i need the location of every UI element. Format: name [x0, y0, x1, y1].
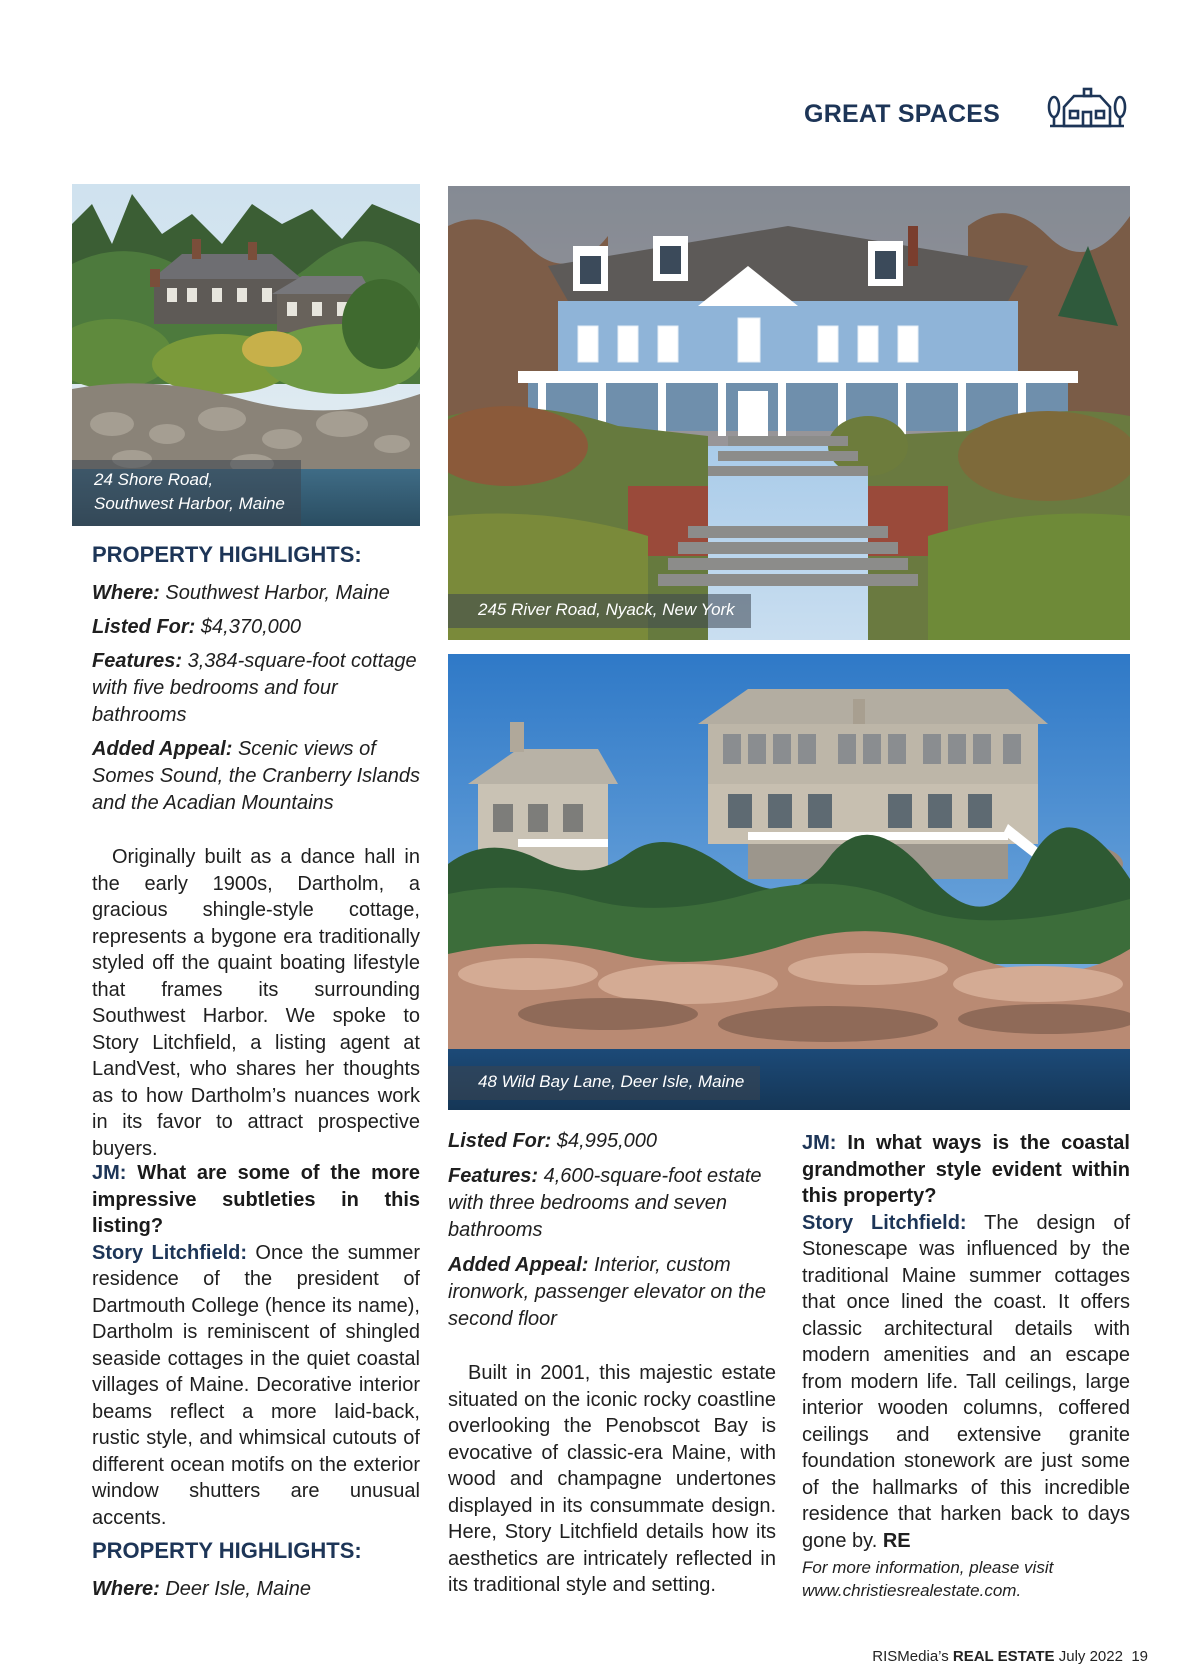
spec-value: $4,995,000: [556, 1130, 658, 1152]
house-with-trees-icon: [1046, 83, 1128, 129]
property-highlights-heading: PROPERTY HIGHLIGHTS:: [92, 542, 362, 567]
spec-where: [92, 1576, 420, 1603]
section-title: GREAT SPACES: [804, 99, 1000, 128]
spec-label: Where:: [92, 1578, 160, 1600]
spec-where: [92, 580, 424, 607]
more-info-note: For more information, please visit www.christiesrealestate.com.: [802, 1558, 1054, 1600]
photo-48-wild-bay-lane: [448, 654, 1130, 1110]
spec-value: Interior, custom ironwork, passenger elevator on the second floor: [448, 1254, 766, 1330]
property-highlights-heading: PROPERTY HIGHLIGHTS:: [92, 1538, 362, 1563]
spec-label: Added Appeal:: [448, 1254, 589, 1276]
spec-features: [92, 648, 424, 729]
spec-value: Scenic views of Somes Sound, the Cranberry Islands and the Acadian Mountains: [92, 738, 420, 814]
spec-value: $4,370,000: [200, 616, 302, 638]
spec-label: Added Appeal:: [92, 738, 233, 760]
answer-text: The design of Stonescape was influenced by the traditional Maine summer cottages that once lined the coast. It offers classic architectural details with modern amenities and an escape from modern life. Tall ceilings, large interior wooden columns, coffered ceilings and extensive granite foundation stonework are just some of the hallmarks of this incredible residence that harken back to days gone by.: [802, 1211, 1130, 1552]
spec-added-appeal: [92, 736, 424, 817]
dartholm-specs: [92, 580, 424, 817]
page-number: 19: [1131, 1648, 1148, 1665]
stonescape-specs: [448, 1128, 778, 1333]
magazine-name: REAL ESTATE: [952, 1648, 1055, 1665]
interviewer-label: JM:: [92, 1162, 127, 1184]
question-text: What are some of the more impressive subtleties in this listing?: [92, 1162, 421, 1237]
publication-name: RISMedia’s: [872, 1648, 949, 1665]
spec-label: Where:: [92, 582, 160, 604]
spec-label: Listed For:: [448, 1130, 552, 1152]
photo-caption: 48 Wild Bay Lane, Deer Isle, Maine: [448, 1066, 760, 1100]
stonescape-interview: [802, 1130, 1130, 1554]
end-mark: RE: [882, 1529, 911, 1552]
spec-value: Southwest Harbor, Maine: [165, 582, 390, 604]
interviewer-label: JM:: [802, 1132, 837, 1154]
issue-date: July 2022: [1058, 1648, 1123, 1665]
interview-answer: [92, 1240, 420, 1532]
dartholm-intro: Originally built as a dance hall in the early 1900s, Dartholm, a gracious shingle-style cottage, represents a bygone era traditionally styled off the quaint boating lifestyle that frames its surrounding Southwest Harbor. We spoke to Story Litchfield, a listing agent at LandVest, who shares her thoughts as to how Dartholm’s nuances work in its favor to attract prospective buyers.: [92, 846, 420, 1160]
respondent-label: Story Litchfield:: [802, 1211, 967, 1234]
page-footer: [872, 1648, 1148, 1665]
photo-caption: 245 River Road, Nyack, New York: [448, 594, 751, 628]
answer-text: Once the summer residence of the president of Dartmouth College (hence its name), Dartholm is reminiscent of shingled seaside cottages in the quiet coastal villages of Maine. Decorative interior beams reflect a more laid-back, rustic style, and whimsical cutouts of different ocean motifs on the exterior window shutters are unusual accents.: [92, 1241, 420, 1529]
spec-label: Features:: [448, 1165, 539, 1187]
interview-answer: [802, 1210, 1130, 1555]
photo-24-shore-road: [72, 184, 420, 526]
dartholm-interview: [92, 1160, 420, 1531]
spec-listed-for: [448, 1128, 778, 1155]
caption-line: 24 Shore Road,: [94, 470, 214, 489]
interview-question: [802, 1130, 1130, 1210]
spec-label: Listed For:: [92, 616, 196, 638]
caption-line: Southwest Harbor, Maine: [94, 494, 285, 513]
photo-245-river-road: [448, 186, 1130, 640]
spec-value: Deer Isle, Maine: [165, 1578, 311, 1600]
spec-label: Features:: [92, 650, 183, 672]
stonescape-intro: Built in 2001, this majestic estate situated on the iconic rocky coastline overlooking the Penobscot Bay is evocative of classic-era Maine, with wood and champagne undertones displayed in its consummate design. Here, Story Litchfield details how its aesthetics are intricately reflected in its traditional style and setting.: [448, 1362, 776, 1596]
interview-question: [92, 1160, 420, 1240]
question-text: In what ways is the coastal grandmother style evident within this property?: [802, 1132, 1130, 1207]
spec-value: 4,600-square-foot estate with three bedrooms and seven bathrooms: [448, 1165, 762, 1241]
spec-features: [448, 1163, 778, 1244]
spec-added-appeal: [448, 1252, 778, 1333]
spec-listed-for: [92, 614, 424, 641]
respondent-label: Story Litchfield:: [92, 1241, 248, 1264]
spec-value: 3,384-square-foot cottage with five bedrooms and four bathrooms: [92, 650, 417, 726]
photo-caption: [72, 460, 301, 526]
